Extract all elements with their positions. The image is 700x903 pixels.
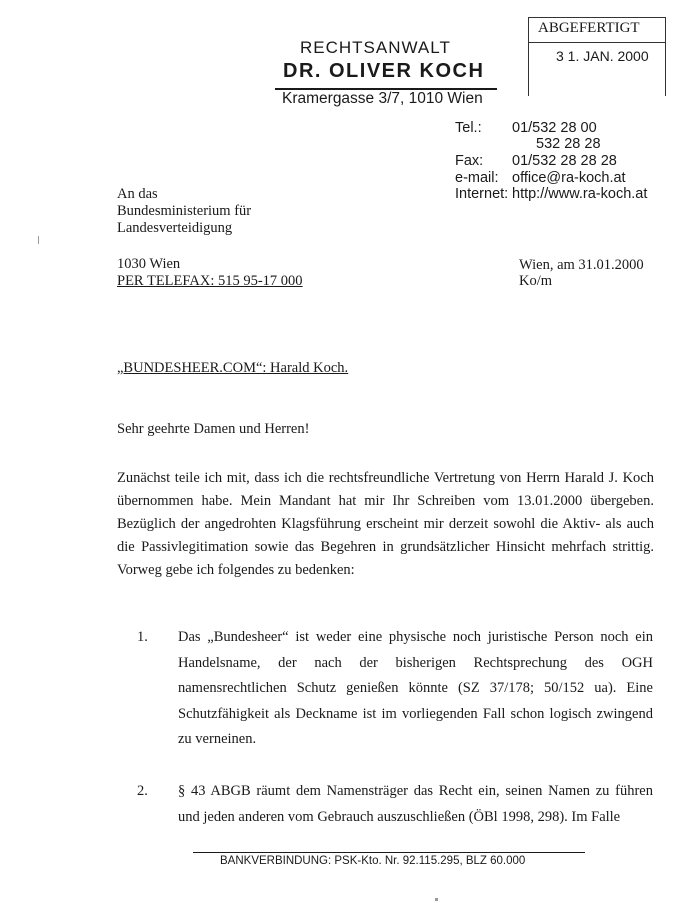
stamp-date: 3 1. JAN. 2000 xyxy=(556,48,649,64)
letterhead-address: Kramergasse 3/7, 1010 Wien xyxy=(282,90,483,107)
recipient-line-2: Bundesministerium für xyxy=(117,203,252,219)
scan-mark xyxy=(435,898,438,901)
internet-address: http://www.ra-koch.at xyxy=(512,186,648,202)
tel-number-1: 01/532 28 00 xyxy=(512,120,597,136)
letterhead-title: RECHTSANWALT xyxy=(300,38,451,57)
point-text-1: Das „Bundesheer“ ist weder eine physische noch juristische Person noch ein Handelsname, der nach der bisherigen Rechtsprechung des OGH namensrechtlichen Schutz genießen könnte (SZ 37/178; 50/152 ua). Eine Schutzfähigkeit als Deckname ist im vorliegenden Fall schon logisch zwingend zu verneinen. xyxy=(178,629,653,747)
point-text-2: § 43 ABGB räumt dem Namensträger das Recht ein, seinen Namen zu führen und jeden anderen vom Gebrauch auszuschließen (ÖBl 1998, 298). Im Falle xyxy=(178,783,653,825)
footer-rule xyxy=(193,852,585,853)
letter-date: Wien, am 31.01.2000 xyxy=(519,257,644,273)
email-label: e-mail: xyxy=(455,170,499,186)
stamp-label: ABGEFERTIGT xyxy=(538,20,640,36)
recipient-line-3: Landesverteidigung xyxy=(117,220,233,236)
intro-paragraph: Zunächst teile ich mit, dass ich die rechtsfreundliche Vertretung von Herrn Harald J. Koch übernommen habe. Mein Mandant hat mir Ihr Schreiben vom 13.01.2000 übergeben. Bezüglich der angedrohten Klagsführung erscheint mir derzeit sowohl die Aktiv- als auch die Passivlegitimation sowie das Begehren in grundsätzlicher Hinsicht mehrfach strittig. Vorweg gebe ich folgendes zu bedenken: xyxy=(117,470,654,578)
email-address: office@ra-koch.at xyxy=(512,170,626,186)
tel-label: Tel.: xyxy=(455,120,482,136)
scan-mark xyxy=(38,236,39,244)
letterhead-name: DR. OLIVER KOCH xyxy=(283,60,485,82)
fax-label: Fax: xyxy=(455,153,484,169)
recipient-fax: PER TELEFAX: 515 95-17 000 xyxy=(117,273,303,289)
salutation: Sehr geehrte Damen und Herren! xyxy=(117,421,310,437)
internet-label: Internet: xyxy=(455,186,509,202)
bank-details-footer: BANKVERBINDUNG: PSK-Kto. Nr. 92.115.295, BLZ 60.000 xyxy=(220,855,526,867)
tel-number-2: 532 28 28 xyxy=(536,136,601,152)
recipient-city: 1030 Wien xyxy=(117,256,181,272)
recipient-line-1: An das xyxy=(117,186,158,202)
letter-reference: Ko/m xyxy=(519,273,553,289)
subject-line: „BUNDESHEER.COM“: Harald Koch. xyxy=(117,360,349,376)
fax-number: 01/532 28 28 28 xyxy=(512,153,617,169)
stamp-divider xyxy=(529,42,665,43)
point-number-1: 1. xyxy=(137,629,148,645)
point-number-2: 2. xyxy=(137,783,148,799)
